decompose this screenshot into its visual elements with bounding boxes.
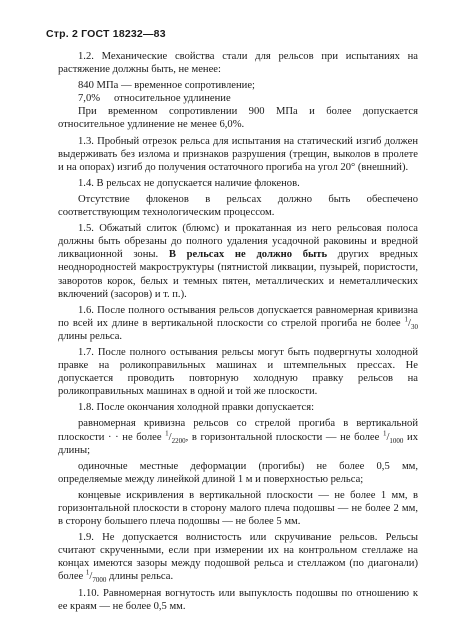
curvature-part-a: равномерная кривизна рельсов со стрелой прогиба в вертикальной плоскости · · не более xyxy=(58,418,418,443)
list-item-curvature xyxy=(58,417,418,456)
paragraph-1-5-part-a: 1.5. Обжатый слиток (блюмс) и прокатанная из него рельсовая полоса должны быть обрезаны до полного удаления усадочной раковины и вредной ликвационной зоны. xyxy=(58,223,418,261)
list-item-local-deformation: одиночные местные деформации (прогибы) не более 0,5 мм, определяемые между линейкой длиной 1 м и поверхностью рельса; xyxy=(58,460,418,485)
fraction-1-9-denominator: 7000 xyxy=(92,576,107,585)
strength-label: — временное сопротивление; xyxy=(120,80,255,92)
curvature-part-c: их длины; xyxy=(58,431,418,456)
paragraph-1-6-part-b: длины рельса. xyxy=(58,330,123,342)
fraction-1-6-denominator: 30 xyxy=(411,322,418,331)
elongation-line xyxy=(78,92,418,105)
list-item-end-curvature: концевые искривления в вертикальной плоскости — не более 1 мм, в горизонтальной плоскости в сторону малого плеча подошвы — не более 2 мм, в сторону большего плеча подошвы — не более 5 мм. xyxy=(58,489,418,528)
fraction-vertical-numerator: 1 xyxy=(165,429,169,437)
page-header xyxy=(46,28,166,41)
fraction-horizontal: $^1/_{1000}$ xyxy=(382,429,404,445)
elongation-label: относительное удлинение xyxy=(114,93,231,105)
standard-number: ГОСТ 18232—83 xyxy=(81,28,166,40)
paragraph-1-9-part-b: длины рельса. xyxy=(109,571,174,583)
fraction-horizontal-denominator: 1000 xyxy=(389,436,404,445)
paragraph-1-6-part-a: 1.6. После полного остывания рельсов допускается равномерная кривизна по всей их длине в вертикальной плоскости со стрелой прогиба не более xyxy=(58,304,418,329)
paragraph-1-4-note: Отсутствие флокенов в рельсах должно быть обеспечено соответствующим технологическим процессом. xyxy=(58,193,418,219)
paragraph-1-2: 1.2. Механические свойства стали для рельсов при испытаниях на растяжение должны быть, не менее: xyxy=(58,51,418,76)
fraction-1-6: $^1/_{30}$ xyxy=(404,315,418,331)
paragraph-1-5 xyxy=(58,222,418,301)
paragraph-1-9 xyxy=(58,531,418,583)
strength-value: 840 МПа xyxy=(78,80,119,92)
fraction-horizontal-numerator: 1 xyxy=(382,429,387,437)
document-body xyxy=(58,50,418,616)
paragraph-1-7: 1.7. После полного остывания рельсы могут быть подвергнуты холодной правке на роликоправильных машинах и штемпельных прессах. Не допускается проводить повторную холодную правку рельсов на роликоправильных машинах в одной и той же плоскости. xyxy=(58,346,418,398)
elongation-value: 7,0% xyxy=(78,93,101,105)
paragraph-1-6 xyxy=(58,304,418,343)
fraction-1-9: $^1/_{7000}$ xyxy=(85,568,107,585)
paragraph-1-2-note: При временном сопротивлении 900 МПа и более допускается относительное удлинение не менее 6,0%. xyxy=(58,106,418,131)
paragraph-1-5-part-c: других вредных неоднородностей макроструктуры (пятнистой ликвации, пузырей, пористости, заворотов корок, белых и темных пятен, металлических и неметаллических включений (засоров) и т. п.). xyxy=(58,249,418,300)
paragraph-1-10: 1.10. Равномерная вогнутость или выпуклость подошвы по отношению к ее краям — не более 0,5 мм. xyxy=(58,587,418,612)
paragraph-1-3: 1.3. Пробный отрезок рельса для испытания на статический изгиб должен выдерживать без излома и признаков разрушения (трещин, выколов в пролете и на опорах) изгиб до получения остаточного прогиба на угол 20° (внешний). xyxy=(58,135,418,173)
fraction-1-6-numerator: 1 xyxy=(404,315,409,324)
fraction-1-9-numerator: 1 xyxy=(85,568,90,577)
paragraph-1-5-emphasis: В рельсах не должно быть xyxy=(168,249,328,261)
curvature-part-b: , в горизонтальной плоскости — не более xyxy=(185,431,380,443)
strength-line xyxy=(78,79,418,92)
paragraph-1-9-part-a: 1.9. Не допускается волнистость или скручивание рельсов. Рельсы считают скрученными, если при измерении их на контрольном стеллаже на концах имеются зазоры между подошвой рельса и стеллажом (по диагонали) более xyxy=(58,532,418,583)
fraction-vertical-denominator: 2200 xyxy=(171,436,186,445)
paragraph-1-4: 1.4. В рельсах не допускается наличие флокенов. xyxy=(78,177,300,189)
paragraph-1-8: 1.8. После окончания холодной правки допускается: xyxy=(78,402,315,414)
page-label: Стр. 2 xyxy=(46,28,79,40)
fraction-vertical: $^1/_{2200}$ xyxy=(165,429,186,445)
